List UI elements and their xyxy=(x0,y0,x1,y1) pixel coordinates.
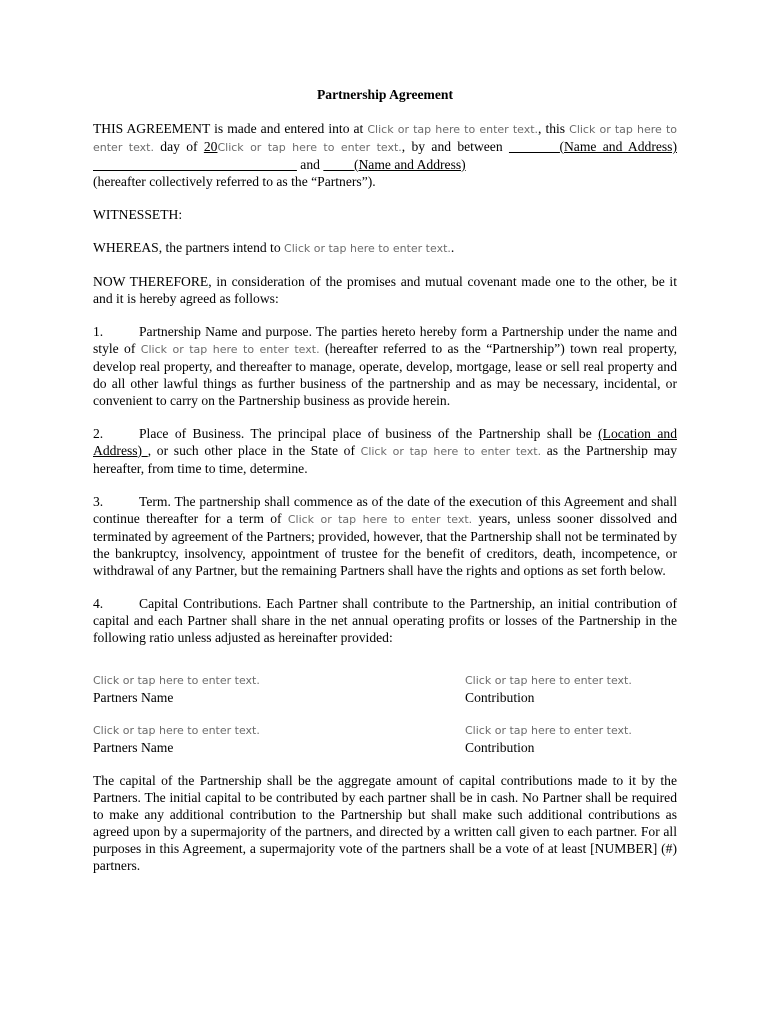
contribution-row xyxy=(93,722,677,756)
section-2-number: 2. xyxy=(93,426,104,441)
day-placeholder[interactable]: Click or tap here to enter text. xyxy=(93,123,677,154)
year-placeholder[interactable]: Click or tap here to enter text. xyxy=(217,141,402,154)
whereas-paragraph: WHEREAS, the partners intend to Click or tap here to enter text.. xyxy=(93,240,455,255)
partners-name-label: Partners Name xyxy=(93,690,174,705)
partner-name-placeholder[interactable]: Click or tap here to enter text. xyxy=(93,674,260,687)
blank-line-long xyxy=(93,157,297,172)
intent-placeholder[interactable]: Click or tap here to enter text. xyxy=(284,242,451,255)
section-4-paragraph: 4. Capital Contributions. Each Partner shall contribute to the Partnership, an initial contribution of capital and each Partner shall share in the net annual operating profits or losses of the Partnership in the following ratio unless adjusted as hereinafter provided: xyxy=(93,596,677,645)
contribution-placeholder[interactable]: Click or tap here to enter text. xyxy=(465,724,632,737)
partnership-name-placeholder[interactable]: Click or tap here to enter text. xyxy=(140,343,320,356)
contribution-row xyxy=(93,672,677,706)
intro-paragraph: THIS AGREEMENT is made and entered into at Click or tap here to enter text., this Click or tap here to enter text. day of 20Click or tap here to enter text., by and between (Name and Address) and (Name and Address) (hereafter collectively referred to as the “Partners”). xyxy=(93,121,677,189)
term-years-placeholder[interactable]: Click or tap here to enter text. xyxy=(287,513,473,526)
witnesseth-heading: WITNESSETH: xyxy=(93,207,183,222)
section-3-paragraph: 3. Term. The partnership shall commence as of the date of the execution of this Agreement and shall continue thereafter for a term of Click or tap here to enter text. years, unless sooner dissolved and terminated by agreement of the Partners; provided, however, that the Partnership shall not be terminated by the bankruptcy, insolvency, appointment of trustee for the benefit of creditors, death, incompetence, or withdrawal of any Partner, but the remaining Partners shall have the rights and options as set forth below. xyxy=(93,494,678,578)
year-prefix: 20 xyxy=(203,139,218,154)
location-placeholder[interactable]: Click or tap here to enter text. xyxy=(367,123,539,136)
section-3-number: 3. xyxy=(93,494,104,509)
contribution-label: Contribution xyxy=(465,690,535,705)
partners-name-label: Partners Name xyxy=(93,740,174,755)
now-therefore-paragraph: NOW THEREFORE, in consideration of the promises and mutual covenant made one to the other, be it and it is hereby agreed as follows: xyxy=(93,274,677,306)
blank-line-2 xyxy=(323,157,354,172)
location-address: (Location and Address) xyxy=(93,426,677,458)
partner-name-placeholder[interactable]: Click or tap here to enter text. xyxy=(93,724,260,737)
document-page xyxy=(93,86,677,890)
party-1-name-address: (Name and Address) xyxy=(559,139,677,154)
contribution-label: Contribution xyxy=(465,740,535,755)
section-4-number: 4. xyxy=(93,596,104,611)
section-1-number: 1. xyxy=(93,324,104,339)
contribution-placeholder[interactable]: Click or tap here to enter text. xyxy=(465,674,632,687)
document-title: Partnership Agreement xyxy=(316,87,454,102)
capital-paragraph: The capital of the Partnership shall be the aggregate amount of capital contributions made to it by the Partners. The initial capital to be contributed by each partner shall be in cash. No Partner shall be required to make any additional contribution to the Partnership but shall make such additional contributions as agreed upon by a supermajority of the partners, and directed by a written call given to each partner. For all purposes in this Agreement, a supermajority vote of the partners shall be a vote of at least [NUMBER] (#) partners. xyxy=(93,773,677,873)
section-2-paragraph: 2. Place of Business. The principal place of business of the Partnership shall be (Location and Address) , or such other place in the State of Click or tap here to enter text. as the Partnership may hereafter, from time to time, determine. xyxy=(93,426,677,476)
party-2-name-address: (Name and Address) xyxy=(353,157,466,172)
state-placeholder[interactable]: Click or tap here to enter text. xyxy=(360,445,542,458)
blank-line-1 xyxy=(509,139,559,154)
section-1-paragraph: 1. Partnership Name and purpose. The parties hereto hereby form a Partnership under the name and style of Click or tap here to enter text. (hereafter referred to as the “Partnership”) town real property, develop real property, and thereafter to manage, operate, develop, mortgage, lease or sell real property and do all other lawful things as further business of the partnership and as may be necessary, incidental, or convenient to carry on the Partnership business as provide herein. xyxy=(93,324,678,408)
